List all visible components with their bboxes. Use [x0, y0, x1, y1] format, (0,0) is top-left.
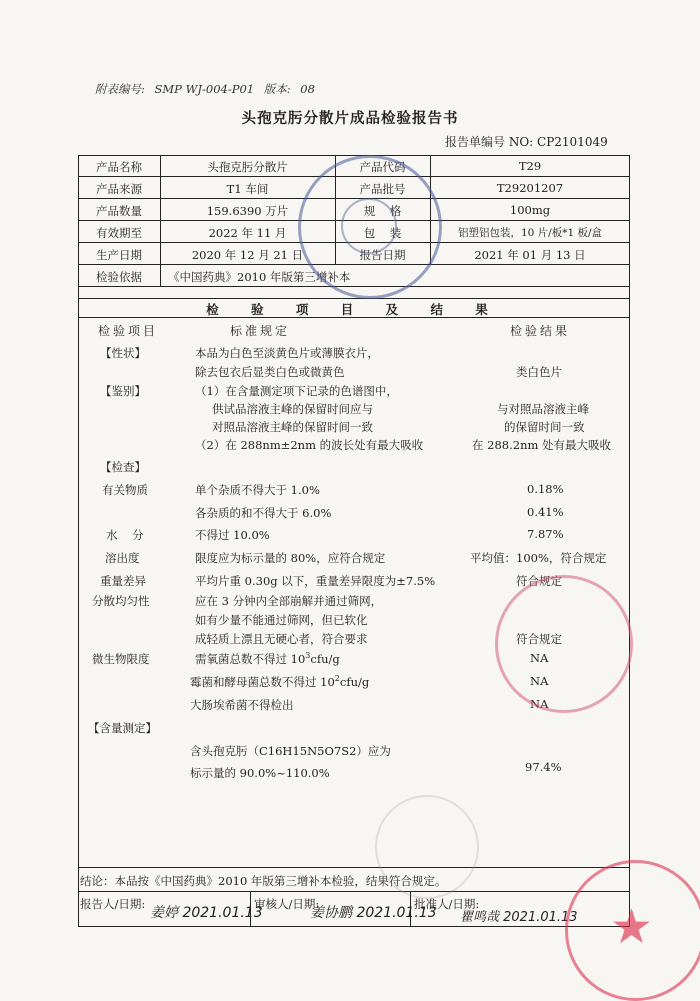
- label-spec: 规 格: [363, 204, 402, 218]
- test-identification-result-4: 在 288.2nm 处有最大吸收: [472, 438, 612, 452]
- test-microbial-result-1: NA: [530, 651, 549, 665]
- product-code: T29: [518, 159, 542, 173]
- test-dispersion-result: 符合规定: [516, 632, 562, 646]
- test-identification-result-2: 的保留时间一致: [504, 420, 585, 434]
- label-report-date: 报告日期: [359, 248, 406, 262]
- microbial-standard-1-text: 需氧菌总数不得过 10: [195, 652, 306, 666]
- test-identification-label: 【鉴别】: [100, 384, 146, 398]
- label-product-name: 产品名称: [96, 160, 142, 174]
- row-divider: [78, 286, 630, 287]
- column-header-item: 检验项目: [98, 324, 159, 338]
- doc-no: SMP WJ-004-P01: [154, 82, 255, 96]
- test-characters-result: 类白色片: [516, 365, 562, 379]
- test-assay-label: 【含量测定】: [88, 721, 157, 735]
- label-basis: 检验依据: [96, 270, 142, 284]
- expiry-date: 2022 年 11 月: [208, 226, 287, 240]
- packaging: 铝塑铝包装，10 片/板*1 板/盒: [457, 227, 603, 239]
- row-divider: [78, 298, 630, 299]
- row-divider: [78, 891, 630, 892]
- test-identification-standard-4: （2）在 288nm±2nm 的波长处有最大吸收: [195, 438, 424, 452]
- reviewer-signature: 姜协鹏 2021.01.13: [310, 905, 437, 921]
- test-water-label: 水 分: [106, 528, 144, 542]
- document-number-line: [95, 81, 321, 97]
- test-identification-standard-2: 供试品溶液主峰的保留时间应与: [212, 402, 373, 416]
- conclusion: 结论：本品按《中国药典》2010 年版第三增补本检验，结果符合规定。: [80, 874, 447, 888]
- microbial-standard-1-exponent: 3: [305, 651, 311, 661]
- microbial-standard-2-exponent: 2: [334, 674, 340, 684]
- test-assay-result: 97.4%: [525, 760, 562, 774]
- test-weight-variation-label: 重量差异: [100, 574, 146, 588]
- test-dispersion-standard-1: 应在 3 分钟内全部崩解并通过筛网，: [195, 594, 383, 608]
- product-name: 头孢克肟分散片: [207, 160, 288, 174]
- spec: 100mg: [509, 203, 551, 217]
- test-assay-standard-2: 标示量的 90.0%~110.0%: [190, 766, 330, 780]
- test-weight-variation-result: 符合规定: [516, 574, 562, 588]
- microbial-standard-1-unit: cfu/g: [310, 652, 340, 666]
- stamp-star-icon: ★: [610, 899, 654, 955]
- test-microbial-standard-2: [190, 674, 369, 690]
- label-mfg-date: 生产日期: [96, 248, 142, 262]
- column-header-result: 检验结果: [510, 324, 571, 338]
- column-header-standard: 标准规定: [230, 324, 291, 338]
- section-title: 检 验 项 目 及 结 果: [206, 302, 502, 317]
- report-no-value: CP2101049: [537, 135, 608, 149]
- test-characters-standard-1: 本品为白色至淡黄色片或薄膜衣片，: [195, 346, 379, 360]
- microbial-standard-2-text: 霉菌和酵母菌总数不得过 10: [190, 675, 335, 689]
- test-identification-result-1: 与对照品溶液主峰: [497, 402, 589, 416]
- test-dispersion-standard-3: 成轻质上漂且无硬心者，符合要求: [195, 632, 368, 646]
- test-identification-standard-1: （1）在含量测定项下记录的色谱图中，: [195, 384, 398, 398]
- test-microbial-standard-1: [195, 651, 340, 667]
- report-no-label: 报告单编号 NO:: [445, 135, 534, 149]
- batch-no: T29201207: [496, 181, 564, 195]
- test-dissolution-result: 平均值：100%，符合规定: [470, 551, 607, 565]
- test-water-result: 7.87%: [527, 527, 564, 541]
- test-dissolution-standard: 限度应为标示量的 80%，应符合规定: [195, 551, 386, 565]
- inspection-basis: 《中国药典》2010 年版第三增补本: [168, 270, 351, 284]
- test-identification-standard-3: 对照品溶液主峰的保留时间一致: [212, 420, 373, 434]
- approver-label: 批准人/日期:: [414, 897, 480, 911]
- label-expiry: 有效期至: [96, 226, 142, 240]
- test-dispersion-label: 分散均匀性: [92, 594, 150, 608]
- version-label: 版本:: [263, 82, 291, 96]
- test-microbial-result-2: NA: [530, 674, 549, 688]
- reporter-label: 报告人/日期:: [80, 897, 146, 911]
- test-dissolution-label: 溶出度: [105, 551, 140, 565]
- mfg-date: 2020 年 12 月 21 日: [191, 248, 304, 262]
- doc-no-label: 附表编号:: [95, 82, 145, 96]
- label-batch-no: 产品批号: [359, 182, 406, 196]
- row-divider: [78, 867, 630, 868]
- test-characters-standard-2: 除去包衣后显类白色或微黄色: [195, 365, 345, 379]
- test-related-substances-result-1: 0.18%: [527, 482, 564, 496]
- reporter-signature: 姜婷 2021.01.13: [150, 905, 263, 921]
- label-product-source: 产品来源: [96, 182, 142, 196]
- test-microbial-result-3: NA: [530, 697, 549, 711]
- reviewer-label: 审核人/日期:: [254, 897, 320, 911]
- report-date: 2021 年 01 月 13 日: [474, 248, 586, 262]
- test-weight-variation-standard: 平均片重 0.30g 以下，重量差异限度为±7.5%: [195, 574, 436, 588]
- approver-signature: 瞿鸣哉 2021.01.13: [460, 910, 578, 925]
- report-number: [445, 133, 608, 150]
- label-product-code: 产品代码: [359, 160, 406, 174]
- product-source: T1 车间: [226, 182, 269, 196]
- test-related-substances-standard-2: 各杂质的和不得大于 6.0%: [195, 506, 332, 520]
- test-microbial-label: 微生物限度: [92, 652, 150, 666]
- test-water-standard: 不得过 10.0%: [195, 528, 270, 542]
- page-title: 头孢克肟分散片成品检验报告书: [241, 110, 459, 127]
- label-quantity: 产品数量: [96, 204, 142, 218]
- test-check-label: 【检查】: [100, 460, 146, 474]
- test-assay-standard-1: 含头孢克肟（C16H15N5O7S2）应为: [190, 744, 391, 758]
- test-related-substances-label: 有关物质: [102, 483, 148, 497]
- test-characters-label: 【性状】: [100, 346, 146, 360]
- microbial-standard-2-unit: cfu/g: [339, 675, 370, 689]
- test-related-substances-standard-1: 单个杂质不得大于 1.0%: [195, 483, 320, 497]
- test-microbial-standard-3: 大肠埃希菌不得检出: [190, 698, 294, 712]
- quantity: 159.6390 万片: [206, 204, 289, 218]
- test-related-substances-result-2: 0.41%: [527, 505, 564, 519]
- version: 08: [300, 82, 315, 96]
- label-packaging: 包 装: [363, 226, 402, 240]
- test-dispersion-standard-2: 如有少量不能通过筛网，但已软化: [195, 613, 368, 627]
